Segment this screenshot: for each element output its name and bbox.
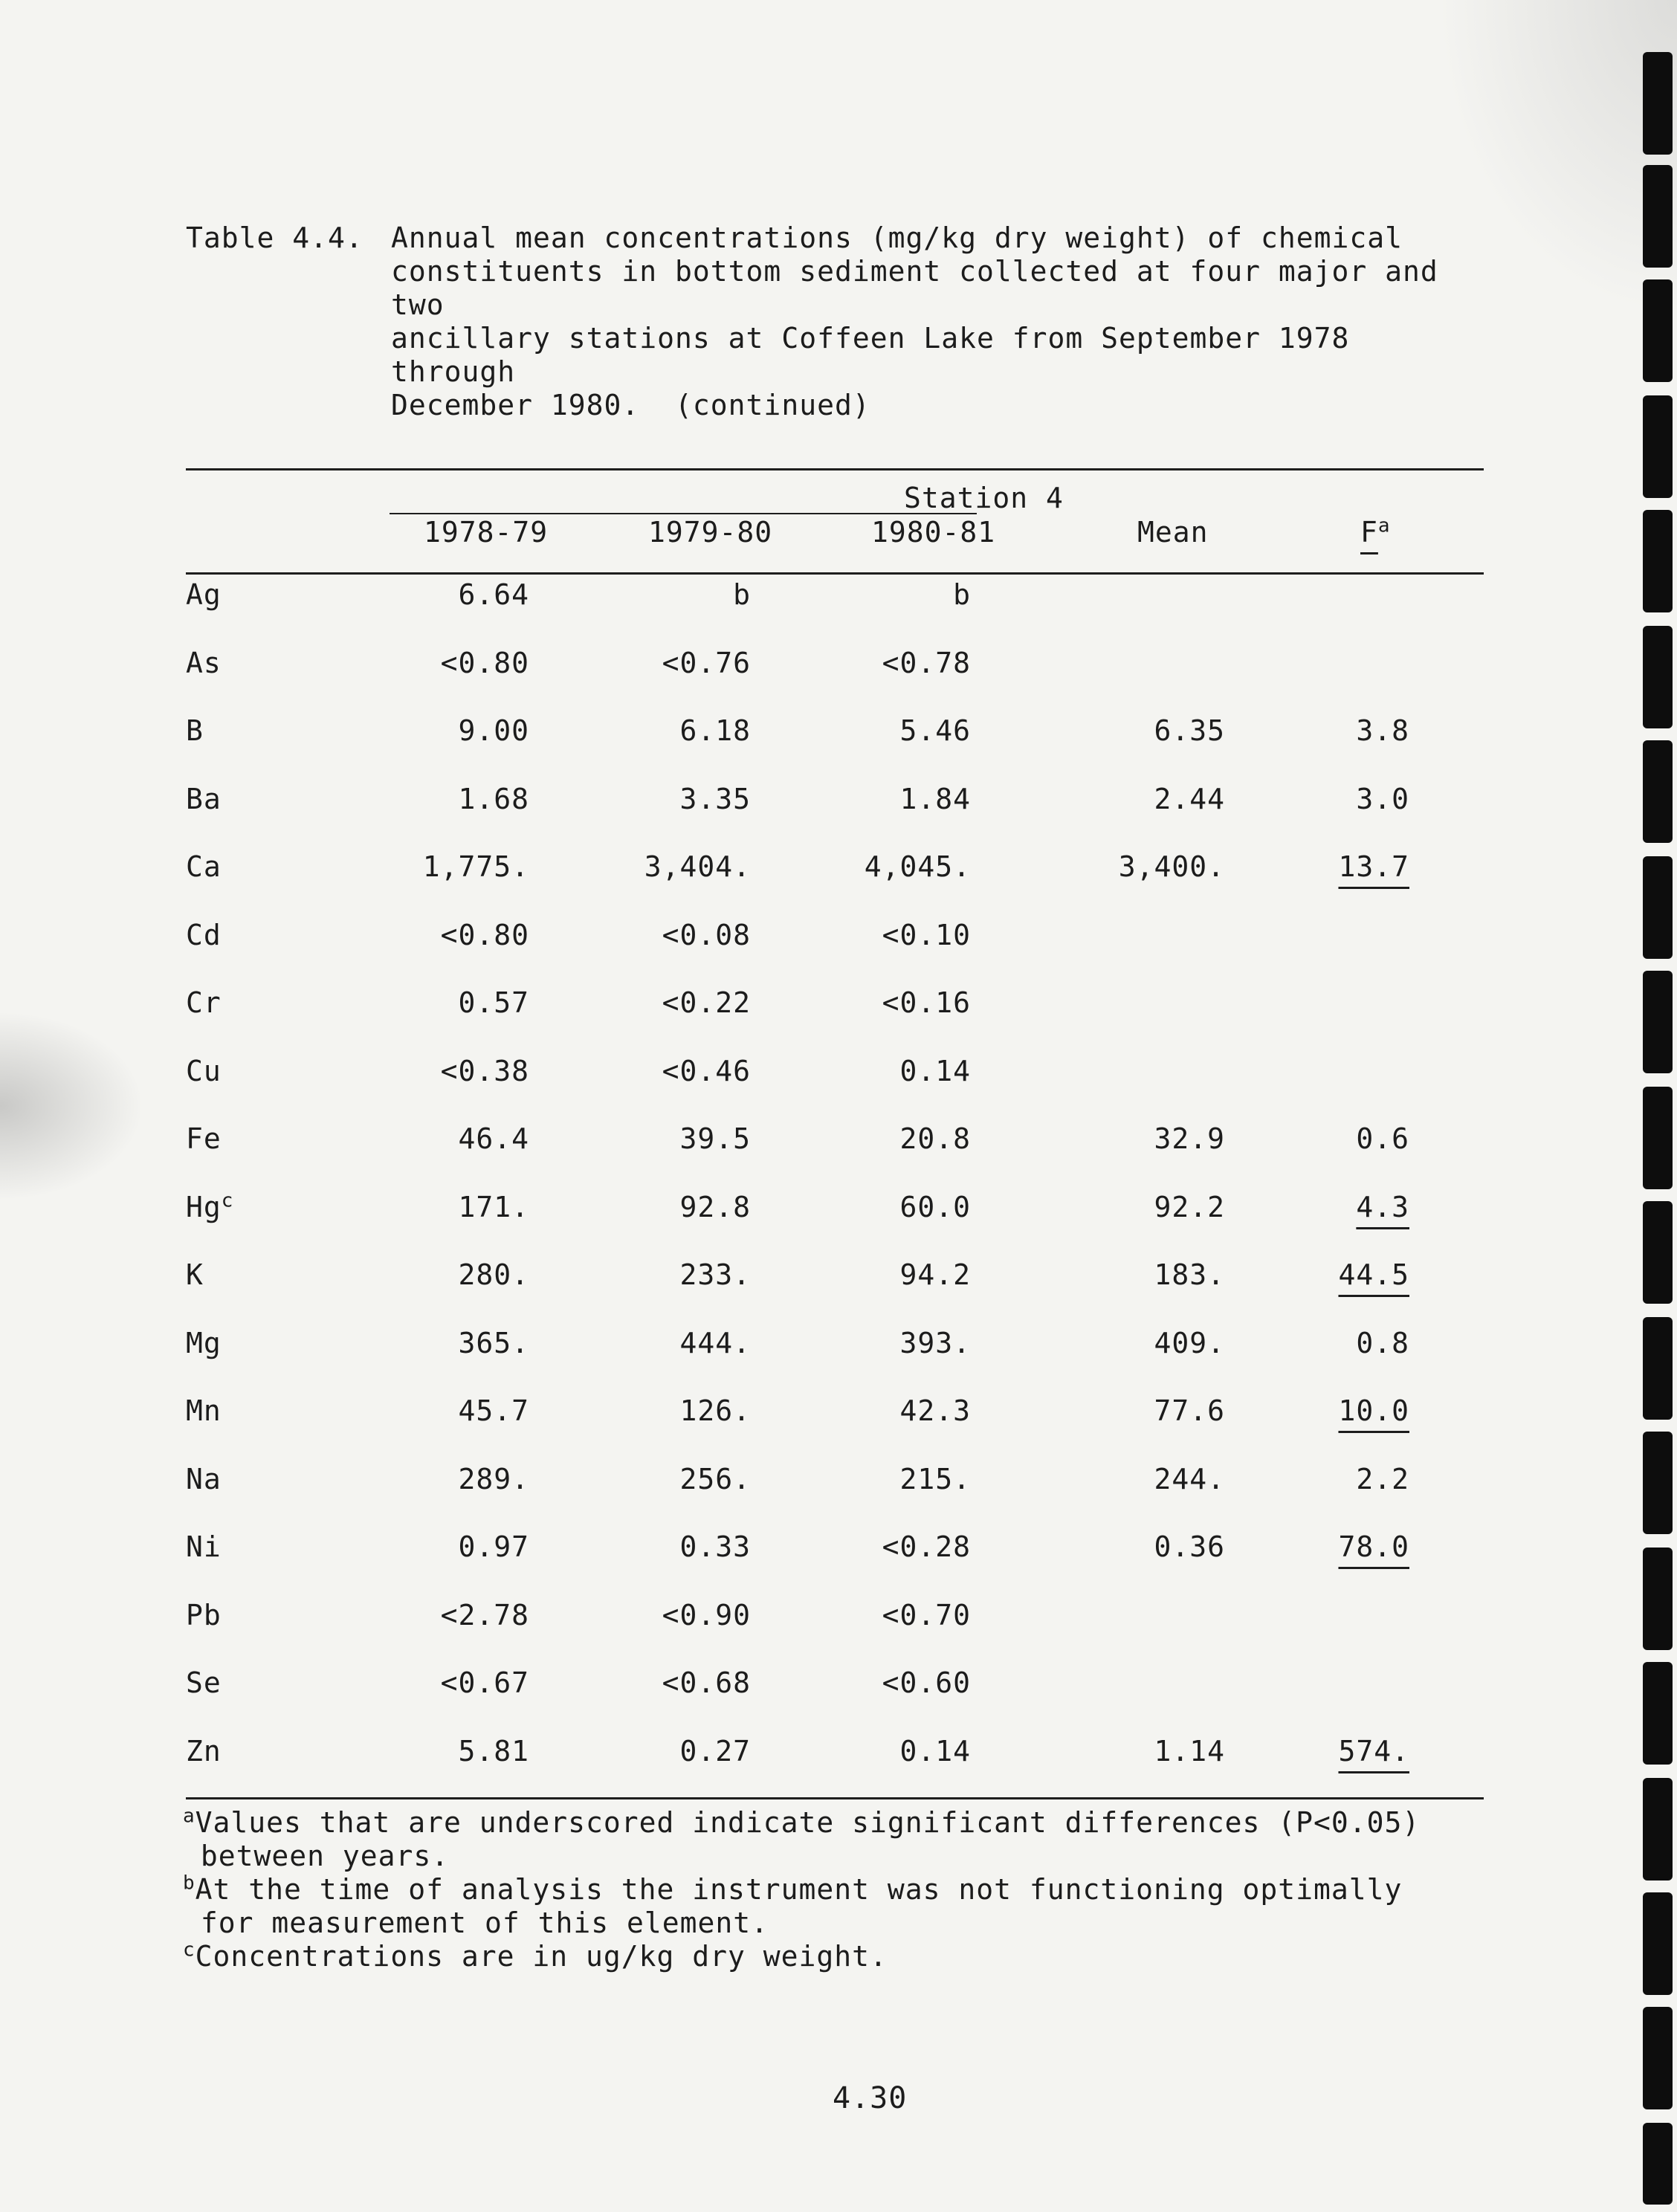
- element-symbol: Ba: [186, 783, 222, 815]
- cell-1980-value: 42.3: [899, 1394, 971, 1427]
- cell-1979: [679, 1122, 751, 1155]
- cell-1979: [733, 578, 751, 611]
- cell-1978: [441, 1666, 529, 1699]
- cell-f-value: 44.5: [1338, 1258, 1409, 1291]
- element-symbol: Na: [186, 1463, 222, 1495]
- cell-mean: [1154, 1463, 1225, 1495]
- cell-1979-value: 3,404.: [644, 850, 751, 883]
- binder-mark: [1643, 1892, 1673, 1995]
- cell-f-value: 3.0: [1356, 783, 1409, 815]
- cell-1979: [662, 1599, 751, 1631]
- footnote-c: [183, 1940, 1521, 1973]
- cell-mean: [1154, 1530, 1225, 1563]
- cell-1978: [458, 1530, 529, 1563]
- element-symbol: Hg: [186, 1191, 222, 1223]
- cell-mean-value: 2.44: [1154, 783, 1225, 815]
- cell-1980: [953, 578, 971, 611]
- cell-1980: [899, 1258, 971, 1291]
- cell-f-value: 78.0: [1338, 1530, 1409, 1563]
- element-symbol: Zn: [186, 1735, 222, 1768]
- station-header: Station 4: [904, 482, 1064, 514]
- cell-1979-value: 39.5: [679, 1122, 751, 1155]
- element-symbol: As: [186, 647, 222, 679]
- cell-1978-value: 171.: [458, 1191, 529, 1223]
- binder-mark: [1643, 1201, 1673, 1304]
- cell-1978: [458, 783, 529, 815]
- cell-f-value: 4.3: [1356, 1191, 1409, 1223]
- element-symbol: Ag: [186, 578, 222, 611]
- cell-1979-value: <0.46: [662, 1055, 751, 1087]
- cell-1978: [441, 1599, 529, 1631]
- cell-element: [186, 714, 204, 747]
- footnote-b-text: At the time of analysis the instrument was not functioning optimally for measurement of this element.: [195, 1873, 1403, 1939]
- cell-f: [1338, 1394, 1409, 1427]
- cell-f: [1356, 1327, 1409, 1359]
- element-symbol: K: [186, 1258, 204, 1291]
- cell-mean: [1154, 1191, 1225, 1223]
- cell-1978-value: <2.78: [440, 1599, 529, 1631]
- cell-f-value: 0.6: [1356, 1122, 1409, 1155]
- cell-1980-value: <0.60: [882, 1666, 971, 1699]
- footnote-a-mark: a: [183, 1805, 196, 1828]
- cell-element: [186, 1327, 222, 1359]
- cell-1979: [679, 1258, 751, 1291]
- element-symbol: Ni: [186, 1530, 222, 1563]
- cell-1979: [662, 986, 751, 1019]
- element-symbol: Mg: [186, 1327, 222, 1359]
- cell-1978: [458, 1258, 529, 1291]
- cell-1979-value: <0.90: [662, 1599, 751, 1631]
- cell-1978: [441, 1055, 529, 1087]
- table-bottom-rule: [186, 1797, 1484, 1799]
- cell-1980: [882, 1666, 971, 1699]
- binder-mark: [1643, 2007, 1673, 2109]
- binder-mark: [1643, 1317, 1673, 1420]
- col-header-f-marker: a: [1377, 514, 1391, 537]
- caption-label: Table 4.4.: [186, 221, 363, 254]
- cell-1979: [662, 1055, 751, 1087]
- element-symbol: Ca: [186, 850, 222, 883]
- cell-1978-value: <0.80: [440, 919, 529, 951]
- cell-element: [186, 850, 222, 883]
- cell-1980-value: 20.8: [899, 1122, 971, 1155]
- cell-1978-value: 1,775.: [422, 850, 529, 883]
- cell-1978-value: 280.: [458, 1258, 529, 1291]
- cell-element: [186, 578, 222, 611]
- cell-element: [186, 1258, 204, 1291]
- element-symbol: Cr: [186, 986, 222, 1019]
- cell-element: [186, 1599, 222, 1631]
- cell-1978: [458, 1122, 529, 1155]
- cell-1980: [882, 1530, 971, 1563]
- header-bottom-rule: [186, 572, 1484, 575]
- cell-1978-value: 46.4: [458, 1122, 529, 1155]
- binder-mark: [1643, 1662, 1673, 1765]
- cell-1980-value: 60.0: [899, 1191, 971, 1223]
- cell-mean-value: 6.35: [1154, 714, 1225, 747]
- cell-mean: [1154, 1394, 1225, 1427]
- binder-mark: [1643, 1548, 1673, 1650]
- cell-1979-value: 444.: [679, 1327, 751, 1359]
- col-header-1979: 1979-80: [648, 516, 773, 549]
- cell-1978: [458, 1735, 529, 1768]
- cell-1980: [899, 1055, 971, 1087]
- cell-1979: [679, 1530, 751, 1563]
- binder-mark: [1643, 626, 1673, 728]
- cell-1980: [899, 1122, 971, 1155]
- cell-1979: [679, 783, 751, 815]
- cell-element: [186, 1735, 222, 1768]
- col-header-f-label: F: [1360, 516, 1378, 549]
- cell-1979-value: <0.76: [662, 647, 751, 679]
- cell-1980: [882, 647, 971, 679]
- cell-1980: [899, 1327, 971, 1359]
- cell-mean: [1154, 1327, 1225, 1359]
- cell-1979-value: <0.68: [662, 1666, 751, 1699]
- cell-1978-value: 45.7: [458, 1394, 529, 1427]
- cell-1978: [458, 578, 529, 611]
- cell-mean: [1119, 850, 1225, 883]
- cell-mean-value: 92.2: [1154, 1191, 1225, 1223]
- cell-1979-value: 6.18: [679, 714, 751, 747]
- cell-element: [186, 1191, 233, 1223]
- cell-1979-value: 0.27: [679, 1735, 751, 1768]
- footnote-a: [183, 1806, 1521, 1873]
- binder-mark: [1643, 52, 1673, 155]
- cell-1980: [882, 986, 971, 1019]
- cell-element: [186, 986, 222, 1019]
- binder-mark: [1643, 1087, 1673, 1189]
- cell-mean-value: 409.: [1154, 1327, 1225, 1359]
- cell-1980-value: 0.14: [899, 1055, 971, 1087]
- cell-1979: [662, 1666, 751, 1699]
- cell-1978-value: <0.67: [440, 1666, 529, 1699]
- element-footnote-mark: c: [221, 1189, 234, 1212]
- cell-f-value: 10.0: [1338, 1394, 1409, 1427]
- cell-mean-value: 244.: [1154, 1463, 1225, 1495]
- cell-1979: [679, 714, 751, 747]
- element-symbol: Cu: [186, 1055, 222, 1087]
- cell-1978-value: 0.97: [458, 1530, 529, 1563]
- cell-f: [1338, 850, 1409, 883]
- cell-1980: [899, 714, 971, 747]
- cell-mean-value: 1.14: [1154, 1735, 1225, 1768]
- binder-mark: [1643, 1778, 1673, 1880]
- cell-1980-value: 1.84: [899, 783, 971, 815]
- cell-element: [186, 647, 222, 679]
- cell-1980: [899, 783, 971, 815]
- cell-1980: [899, 1463, 971, 1495]
- cell-1979: [662, 647, 751, 679]
- col-header-mean: Mean: [1137, 516, 1209, 549]
- cell-mean: [1154, 1735, 1225, 1768]
- footnote-b-mark: b: [183, 1872, 196, 1895]
- cell-1978-value: <0.80: [440, 647, 529, 679]
- cell-f: [1356, 714, 1409, 747]
- cell-f: [1338, 1530, 1409, 1563]
- binder-mark: [1643, 510, 1673, 612]
- cell-1980: [865, 850, 971, 883]
- element-symbol: Pb: [186, 1599, 222, 1631]
- binder-mark: [1643, 971, 1673, 1073]
- element-symbol: Mn: [186, 1394, 222, 1427]
- cell-mean: [1154, 1258, 1225, 1291]
- cell-1978-value: 9.00: [458, 714, 529, 747]
- cell-1980-value: b: [953, 578, 971, 611]
- cell-1979: [662, 919, 751, 951]
- cell-mean: [1154, 714, 1225, 747]
- cell-f-value: 0.8: [1356, 1327, 1409, 1359]
- cell-element: [186, 1530, 222, 1563]
- cell-1980: [882, 919, 971, 951]
- cell-1978: [458, 714, 529, 747]
- binder-mark: [1643, 395, 1673, 498]
- cell-1980-value: 215.: [899, 1463, 971, 1495]
- cell-f: [1356, 783, 1409, 815]
- col-header-f: [1360, 516, 1391, 549]
- cell-mean-value: 32.9: [1154, 1122, 1225, 1155]
- cell-f-value: 3.8: [1356, 714, 1409, 747]
- cell-1979: [679, 1463, 751, 1495]
- cell-f: [1356, 1463, 1409, 1495]
- cell-1978-value: <0.38: [440, 1055, 529, 1087]
- cell-element: [186, 919, 222, 951]
- cell-1979: [644, 850, 751, 883]
- cell-1980-value: 4,045.: [864, 850, 971, 883]
- cell-1979: [679, 1191, 751, 1223]
- cell-1978: [441, 647, 529, 679]
- cell-element: [186, 1122, 222, 1155]
- cell-mean-value: 0.36: [1154, 1530, 1225, 1563]
- cell-1978: [423, 850, 529, 883]
- binder-mark: [1643, 740, 1673, 843]
- cell-1978-value: 5.81: [458, 1735, 529, 1768]
- cell-1979-value: 256.: [679, 1463, 751, 1495]
- footnote-b: [183, 1873, 1521, 1940]
- footnote-c-text: Concentrations are in ug/kg dry weight.: [195, 1940, 888, 1973]
- cell-element: [186, 1666, 222, 1699]
- cell-1979-value: 126.: [679, 1394, 751, 1427]
- element-symbol: Cd: [186, 919, 222, 951]
- cell-1980-value: 393.: [899, 1327, 971, 1359]
- cell-1978: [458, 1327, 529, 1359]
- page-number: 4.30: [833, 2081, 908, 2115]
- footnote-a-text: Values that are underscored indicate significant differences (P<0.05) between years.: [195, 1806, 1421, 1872]
- cell-1978-value: 365.: [458, 1327, 529, 1359]
- cell-1978-value: 1.68: [458, 783, 529, 815]
- cell-1978: [441, 919, 529, 951]
- cell-1978: [458, 1463, 529, 1495]
- element-symbol: Fe: [186, 1122, 222, 1155]
- cell-1980-value: 0.14: [899, 1735, 971, 1768]
- cell-1978-value: 289.: [458, 1463, 529, 1495]
- element-symbol: Se: [186, 1666, 222, 1699]
- cell-1979-value: 3.35: [679, 783, 751, 815]
- cell-f: [1356, 1191, 1409, 1223]
- cell-1979-value: b: [733, 578, 751, 611]
- cell-1980-value: 5.46: [899, 714, 971, 747]
- cell-f-value: 13.7: [1338, 850, 1409, 883]
- cell-1980-value: <0.78: [882, 647, 971, 679]
- cell-1979-value: 0.33: [679, 1530, 751, 1563]
- cell-1980-value: 94.2: [899, 1258, 971, 1291]
- cell-1980-value: <0.70: [882, 1599, 971, 1631]
- cell-mean: [1154, 783, 1225, 815]
- cell-1978: [458, 986, 529, 1019]
- col-header-1980: 1980-81: [871, 516, 996, 549]
- cell-element: [186, 1394, 222, 1427]
- binder-mark: [1643, 2123, 1673, 2205]
- cell-1978: [458, 1191, 529, 1223]
- binder-mark: [1643, 1432, 1673, 1534]
- cell-1979-value: <0.22: [662, 986, 751, 1019]
- cell-1980: [899, 1394, 971, 1427]
- cell-1980: [899, 1735, 971, 1768]
- cell-1979: [679, 1735, 751, 1768]
- cell-f: [1356, 1122, 1409, 1155]
- cell-mean-value: 3,400.: [1118, 850, 1225, 883]
- cell-f: [1338, 1258, 1409, 1291]
- cell-element: [186, 1055, 222, 1087]
- cell-1978: [458, 1394, 529, 1427]
- cell-mean: [1154, 1122, 1225, 1155]
- cell-1979-value: 233.: [679, 1258, 751, 1291]
- cell-f-value: 2.2: [1356, 1463, 1409, 1495]
- element-symbol: B: [186, 714, 204, 747]
- cell-1979: [679, 1394, 751, 1427]
- cell-f-value: 574.: [1338, 1735, 1409, 1768]
- cell-element: [186, 1463, 222, 1495]
- cell-1979-value: 92.8: [679, 1191, 751, 1223]
- footnote-c-mark: c: [183, 1938, 196, 1962]
- cell-1978-value: 6.64: [458, 578, 529, 611]
- caption-text: Annual mean concentrations (mg/kg dry weight) of chemical constituents in bottom sediment collected at four major and two ancillary stations at Coffeen Lake from September 1978 through December 1980. (continued): [391, 221, 1438, 421]
- cell-1979: [679, 1327, 751, 1359]
- cell-1980: [882, 1599, 971, 1631]
- footnotes: [183, 1806, 1521, 1973]
- col-header-1978: 1978-79: [424, 516, 549, 549]
- cell-1979-value: <0.08: [662, 919, 751, 951]
- cell-1980-value: <0.10: [882, 919, 971, 951]
- station-span-rule: [390, 513, 977, 514]
- cell-1980: [899, 1191, 971, 1223]
- cell-1978-value: 0.57: [458, 986, 529, 1019]
- cell-mean-value: 77.6: [1154, 1394, 1225, 1427]
- binder-mark: [1643, 165, 1673, 268]
- cell-1980-value: <0.28: [882, 1530, 971, 1563]
- table-top-rule: [186, 468, 1484, 470]
- binder-mark: [1643, 279, 1673, 382]
- cell-mean-value: 183.: [1154, 1258, 1225, 1291]
- cell-element: [186, 783, 222, 815]
- cell-f: [1338, 1735, 1409, 1768]
- binder-mark: [1643, 856, 1673, 959]
- cell-1980-value: <0.16: [882, 986, 971, 1019]
